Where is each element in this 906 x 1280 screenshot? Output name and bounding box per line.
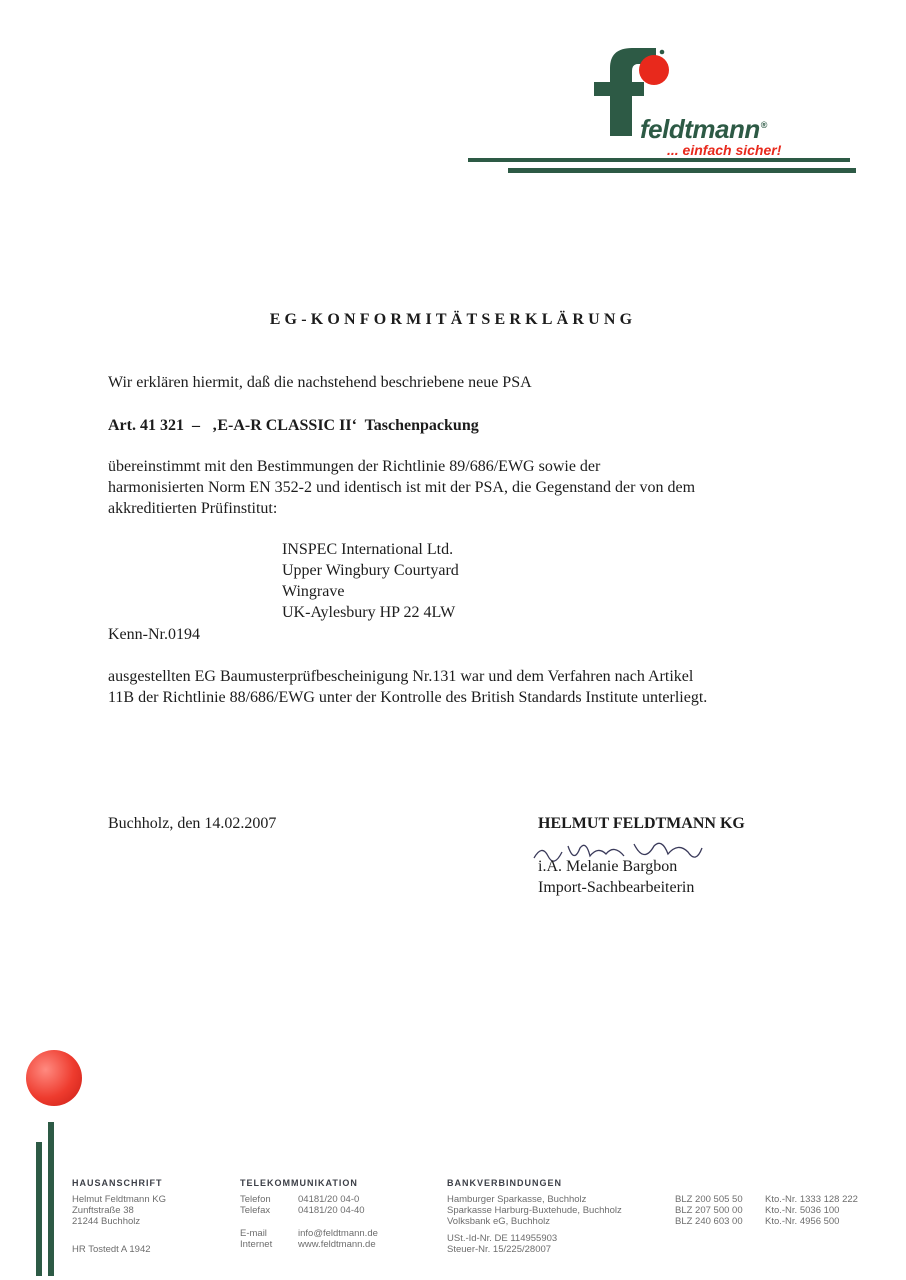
place-date: Buchholz, den 14.02.2007 xyxy=(108,815,277,832)
footer-red-ball-icon xyxy=(26,1050,82,1106)
footer-label: Internet xyxy=(240,1239,273,1250)
company-name: HELMUT FELDTMANN KG xyxy=(538,815,745,832)
signatory-name: i.A. Melanie Bargbon xyxy=(538,858,678,875)
institute-line: UK-Aylesbury HP 22 4LW xyxy=(282,604,456,621)
body-line: ausgestellten EG Baumusterprüfbescheinigung Nr.131 war und dem Verfahren nach Artikel xyxy=(108,668,694,685)
footer-heading: HAUSANSCHRIFT xyxy=(72,1178,163,1188)
footer-label: Telefon xyxy=(240,1194,271,1205)
document-title: EG-KONFORMITÄTSERKLÄRUNG xyxy=(269,311,637,328)
footer-bar-left xyxy=(36,1142,42,1276)
vat-id: USt.-Id-Nr. DE 114955903 xyxy=(447,1233,558,1244)
company-logo xyxy=(460,38,860,188)
body-line: übereinstimmt mit den Bestimmungen der Richtlinie 89/686/EWG sowie der xyxy=(108,458,601,475)
bank-blz: BLZ 200 505 50 xyxy=(675,1194,743,1205)
footer-value: info@feldtmann.de xyxy=(298,1228,378,1239)
brand-tagline: ... einfach sicher! xyxy=(667,142,782,158)
bank-name: Hamburger Sparkasse, Buchholz xyxy=(447,1194,587,1205)
footer-register: HR Tostedt A 1942 xyxy=(72,1244,151,1255)
bank-name: Volksbank eG, Buchholz xyxy=(447,1216,550,1227)
footer-value: 04181/20 04-40 xyxy=(298,1205,365,1216)
footer-value: www.feldtmann.de xyxy=(298,1239,376,1250)
footer-line: Helmut Feldtmann KG xyxy=(72,1194,166,1205)
institute-address xyxy=(282,539,459,623)
institute-line: INSPEC International Ltd. xyxy=(282,541,454,558)
footer-telecom xyxy=(240,1178,378,1250)
body-line: akkreditierten Prüfinstitut: xyxy=(108,500,278,517)
body-paragraph-2 xyxy=(108,666,707,708)
footer-value: 04181/20 04-0 xyxy=(298,1194,360,1205)
tax-number: Steuer-Nr. 15/225/28007 xyxy=(447,1244,552,1255)
intro-text: Wir erklären hiermit, daß die nachstehend beschriebene neue PSA xyxy=(108,374,532,391)
footer-label: Telefax xyxy=(240,1205,271,1216)
footer-line: Zunftstraße 38 xyxy=(72,1205,134,1216)
article-line: Art. 41 321 – ‚E-A-R CLASSIC II‘ Taschenpackung xyxy=(108,417,479,434)
institute-line: Wingrave xyxy=(282,583,345,600)
bank-blz: BLZ 207 500 00 xyxy=(675,1205,743,1216)
bank-name: Sparkasse Harburg-Buxtehude, Buchholz xyxy=(447,1205,622,1216)
logo-mark-icon xyxy=(460,38,860,188)
kenn-nr: Kenn-Nr.0194 xyxy=(108,626,200,643)
bank-kto: Kto.-Nr. 4956 500 xyxy=(765,1216,840,1227)
institute-line: Upper Wingbury Courtyard xyxy=(282,562,459,579)
body-line: harmonisierten Norm EN 352-2 und identisch ist mit der PSA, die Gegenstand der von dem xyxy=(108,479,696,496)
footer-address xyxy=(72,1178,166,1255)
footer-heading: TELEKOMMUNIKATION xyxy=(240,1178,358,1188)
body-line: 11B der Richtlinie 88/686/EWG unter der Kontrolle des British Standards Institute unterliegt. xyxy=(108,689,708,706)
signatory-role: Import-Sachbearbeiterin xyxy=(538,879,695,896)
footer-line: 21244 Buchholz xyxy=(72,1216,141,1227)
bank-kto: Kto.-Nr. 5036 100 xyxy=(765,1205,840,1216)
bank-blz: BLZ 240 603 00 xyxy=(675,1216,743,1227)
brand-name: feldtmann® xyxy=(640,114,767,144)
footer-label: E-mail xyxy=(240,1228,267,1239)
footer-heading: BANKVERBINDUNGEN xyxy=(447,1178,563,1188)
bank-kto: Kto.-Nr. 1333 128 222 xyxy=(765,1194,858,1205)
body-paragraph-1 xyxy=(108,456,695,519)
footer-bar-right xyxy=(48,1122,54,1276)
footer-bank xyxy=(447,1178,858,1255)
